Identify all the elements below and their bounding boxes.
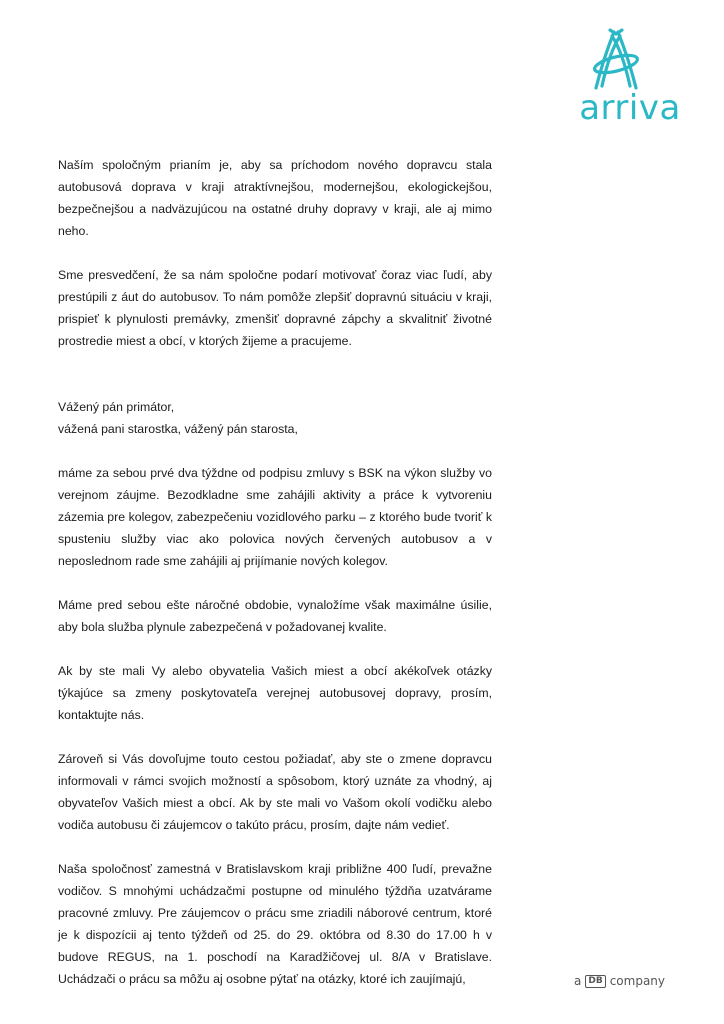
arriva-emblem-icon <box>590 28 642 94</box>
paragraph-difficult-period: Máme pred sebou ešte náročné obdobie, vynaložíme však maximálne úsilie, aby bola služba plynule zabezpečená v požadovanej kvalite. <box>58 598 492 634</box>
arriva-logo <box>560 28 700 128</box>
db-logo-box: DB <box>585 975 605 988</box>
paragraph-motivation: Sme presvedčení, že sa nám spoločne podarí motivovať čoraz viac ľudí, aby prestúpili z áut do autobusov. To nám pomôže zlepšiť dopravnú situáciu v kraji, prispieť k plynulosti premávky, zmenšiť dopravné zápchy a skvalitniť životné prostredie miest a obcí, v ktorých žijeme a pracujeme. <box>58 268 492 348</box>
paragraph-inform-request: Zároveň si Vás dovoľujme touto cestou požiadať, aby ste o zmene dopravcu informovali v rámci svojich možností a spôsobom, ktorý uznáte za vhodný, aj obyvateľov Vašich miest a obcí. Ak by ste mali vo Vašom okolí vodičku alebo vodiča autobusu či záujemcov o takúto prácu, prosím, dajte nám vedieť. <box>58 752 492 832</box>
footer-suffix: company <box>609 974 666 988</box>
salutation-starosta: vážená pani starostka, vážený pán starosta, <box>58 422 298 436</box>
footer-prefix: a <box>574 974 582 988</box>
paragraph-recruitment: Naša spoločnosť zamestná v Bratislavskom kraji približne 400 ľudí, prevažne vodičov. S mnohými uchádzačmi postupne od minulého týždňa uzatvárame pracovné zmluvy. Pre záujemcov o prácu sme zriadili náborové centrum, ktoré je k dispozícii aj tento týždeň od 25. do 29. októbra od 8.30 do 17.00 h v budove REGUS, na 1. poschodí na Karadžičovej ul. 8/A v Bratislave. Uchádzači o prácu sa môžu aj osobne pýtať na otázky, ktoré ich zaujímajú, <box>58 862 492 986</box>
paragraph-first-weeks: máme za sebou prvé dva týždne od podpisu zmluvy s BSK na výkon služby vo verejnom záujme. Bezodkladne sme zahájili aktivity a práce k vytvoreniu zázemia pre kolegov, zabezpečeniu vozidlového parku – z ktorého bude tvoriť k spusteniu služby viac ako polovica nových červených autobusov a v neposlednom rade sme zahájili aj prijímanie nových kolegov. <box>58 466 492 568</box>
db-company-footer <box>574 972 665 990</box>
letter-body <box>58 154 492 990</box>
arriva-wordmark: arriva <box>579 88 681 128</box>
salutation-primator: Vážený pán primátor, <box>58 400 175 414</box>
paragraph-questions: Ak by ste mali Vy alebo obyvatelia Vašich miest a obcí akékoľvek otázky týkajúce sa zmeny poskytovateľa verejnej autobusovej dopravy, prosím, kontaktujte nás. <box>58 664 492 722</box>
paragraph-wish: Naším spoločným prianím je, aby sa príchodom nového dopravcu stala autobusová doprava v kraji atraktívnejšou, modernejšou, ekologickejšou, bezpečnejšou a nadväzujúcou na ostatné druhy dopravy v kraji, ale aj mimo neho. <box>58 158 492 238</box>
